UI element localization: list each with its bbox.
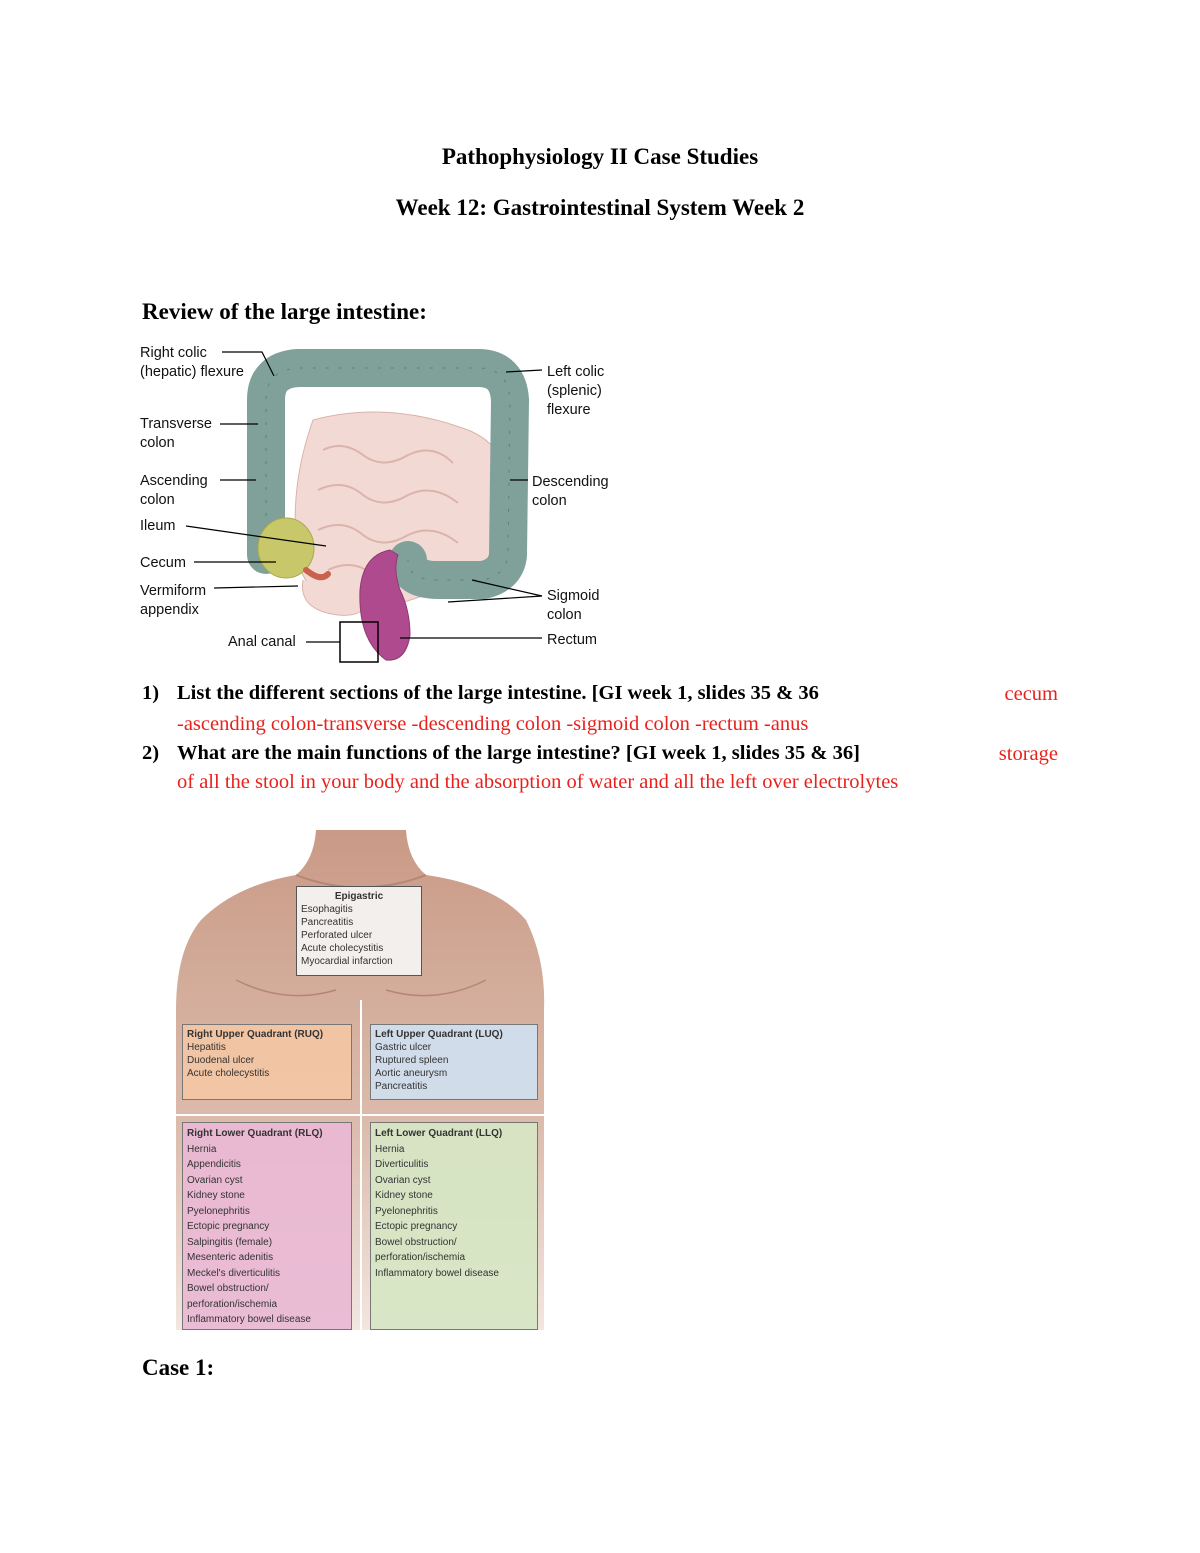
document-subtitle: Week 12: Gastrointestinal System Week 2: [395, 195, 805, 220]
llq-condition-item: Inflammatory bowel disease: [375, 1267, 499, 1279]
rlq-box: [182, 1122, 352, 1330]
label-sigmoid: Sigmoid: [547, 588, 600, 604]
label-appendix-2: appendix: [140, 602, 199, 618]
epigastric-condition-item: Pancreatitis: [301, 917, 354, 928]
luq-title: Left Upper Quadrant (LUQ): [375, 1029, 503, 1040]
epigastric-condition-item: Myocardial infarction: [301, 956, 393, 967]
ruq-condition-item: Hepatitis: [187, 1042, 226, 1053]
llq-condition-item: Kidney stone: [375, 1190, 433, 1201]
luq-box: [370, 1024, 538, 1100]
rlq-condition-item: Inflammatory bowel disease: [187, 1314, 311, 1325]
label-right-colic-2: (hepatic) flexure: [140, 364, 244, 380]
abdominal-quadrants-figure: [176, 830, 546, 1330]
rlq-condition-item: Ovarian cyst: [187, 1174, 243, 1186]
epigastric-title: Epigastric: [334, 891, 384, 902]
rlq-title: Right Lower Quadrant (RLQ): [187, 1128, 323, 1139]
question-2-answer-start: storage: [998, 743, 1058, 765]
llq-condition-item: Hernia: [375, 1143, 405, 1155]
label-ascending-2: colon: [140, 492, 175, 508]
label-left-colic-3: flexure: [547, 402, 591, 418]
label-left-colic: Left colic: [547, 364, 605, 380]
ruq-condition-item: Acute cholecystitis: [187, 1068, 270, 1079]
question-1-answer: -ascending colon-transverse -descending colon -sigmoid colon -rectum -anus: [177, 713, 809, 735]
llq-title: Left Lower Quadrant (LLQ): [375, 1128, 503, 1139]
label-transverse: Transverse: [140, 416, 212, 432]
llq-condition-item: Bowel obstruction/: [375, 1236, 457, 1248]
label-right-colic: Right colic: [140, 345, 207, 361]
rlq-condition-item: Pyelonephritis: [187, 1205, 250, 1217]
rlq-condition-item: Meckel's diverticulitis: [187, 1267, 281, 1279]
section-heading-case-1: Case 1:: [142, 1355, 215, 1380]
llq-condition-item: Ectopic pregnancy: [375, 1221, 458, 1232]
question-2-number: 2): [142, 742, 160, 764]
epigastric-condition-item: Perforated ulcer: [301, 930, 373, 941]
label-transverse-2: colon: [140, 435, 175, 451]
luq-condition-item: Pancreatitis: [375, 1081, 428, 1092]
llq-condition-item: Pyelonephritis: [375, 1205, 438, 1217]
rlq-condition-item: Bowel obstruction/: [187, 1283, 269, 1294]
rlq-condition-item: Ectopic pregnancy: [187, 1221, 270, 1232]
label-sigmoid-2: colon: [547, 607, 582, 623]
label-descending-2: colon: [532, 493, 567, 509]
ruq-title: Right Upper Quadrant (RUQ): [187, 1029, 324, 1040]
llq-condition-item: perforation/ischemia: [375, 1252, 466, 1263]
question-2-answer: of all the stool in your body and the absorption of water and all the left over electrolytes: [177, 771, 899, 793]
rlq-condition-item: perforation/ischemia: [187, 1298, 278, 1310]
question-2-text: What are the main functions of the large intestine? [GI week 1, slides 35 & 36]: [177, 742, 860, 764]
rlq-condition-item: Mesenteric adenitis: [187, 1252, 274, 1263]
label-anal-canal: Anal canal: [228, 634, 296, 650]
epigastric-condition-item: Esophagitis: [301, 904, 353, 915]
llq-condition-item: Ovarian cyst: [375, 1174, 431, 1186]
llq-box: [370, 1122, 538, 1330]
label-rectum: Rectum: [547, 632, 597, 648]
document-title: Pathophysiology II Case Studies: [441, 144, 759, 169]
luq-condition-item: Aortic aneurysm: [375, 1068, 448, 1079]
question-1-number: 1): [142, 682, 160, 704]
ruq-condition-item: Duodenal ulcer: [187, 1055, 255, 1066]
label-appendix: Vermiform: [140, 583, 207, 599]
label-ileum: Ileum: [140, 518, 176, 534]
luq-condition-item: Gastric ulcer: [375, 1042, 432, 1053]
label-cecum: Cecum: [140, 555, 186, 571]
luq-condition-item: Ruptured spleen: [375, 1055, 449, 1066]
label-left-colic-2: (splenic): [547, 383, 602, 399]
rlq-condition-item: Appendicitis: [187, 1159, 241, 1170]
question-1-answer-start: cecum: [1004, 683, 1058, 705]
ruq-box: [182, 1024, 352, 1100]
epigastric-condition-item: Acute cholecystitis: [301, 943, 384, 954]
llq-condition-item: Diverticulitis: [375, 1159, 429, 1170]
rlq-condition-item: Hernia: [187, 1143, 217, 1155]
section-heading-review: Review of the large intestine:: [142, 299, 427, 324]
epigastric-box: [296, 886, 422, 976]
label-ascending: Ascending: [140, 473, 208, 489]
large-intestine-diagram: [138, 340, 628, 670]
label-descending: Descending: [532, 474, 609, 490]
question-1-text: List the different sections of the large intestine. [GI week 1, slides 35 & 36: [177, 682, 819, 704]
rlq-condition-item: Salpingitis (female): [187, 1236, 273, 1248]
rlq-condition-item: Kidney stone: [187, 1190, 245, 1201]
